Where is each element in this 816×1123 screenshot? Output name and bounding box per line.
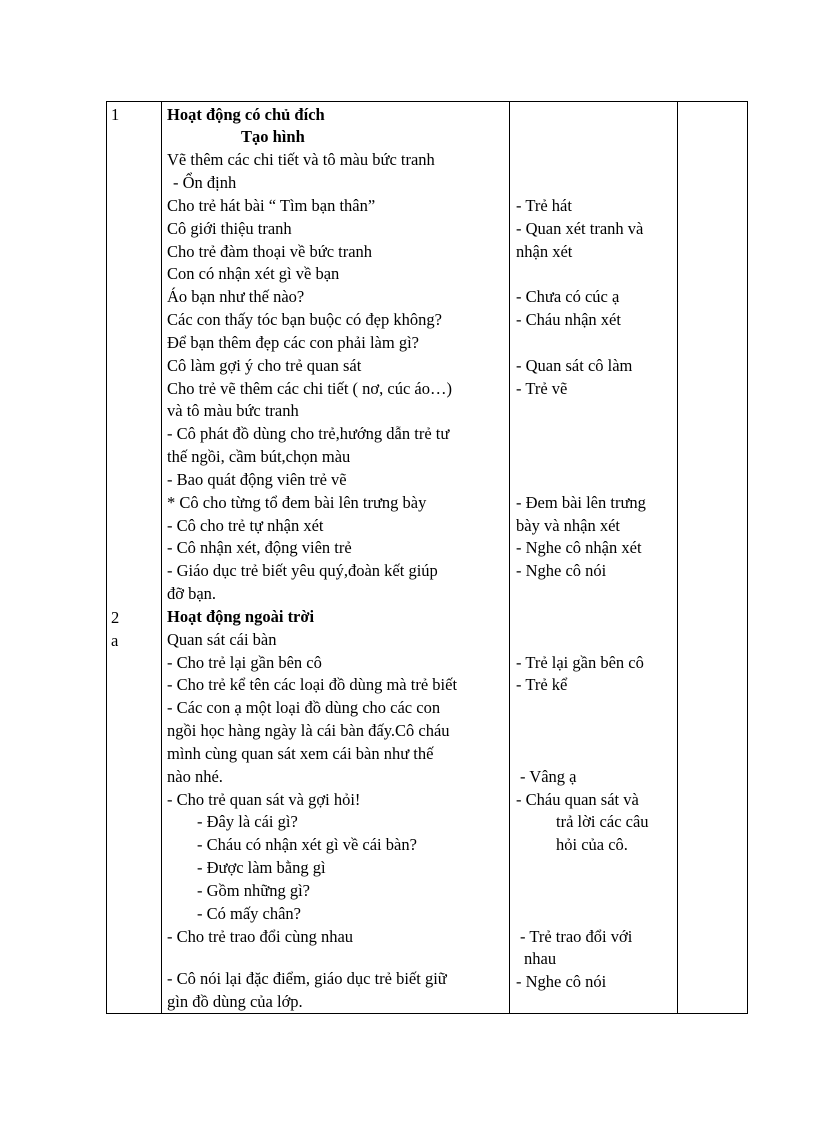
response-line: - Cháu quan sát và	[516, 790, 639, 809]
response-line: nhận xét	[516, 242, 573, 261]
text-line: Cho trẻ đàm thoại về bức tranh	[167, 242, 373, 261]
heading-outdoor: Hoạt động ngoài trời	[167, 607, 315, 626]
text-line: Quan sát cái bàn	[167, 630, 277, 649]
question-line: - Cháu có nhận xét gì về cái bàn?	[197, 835, 417, 854]
response-line: - Trẻ trao đổi với	[520, 927, 633, 946]
text-line: - Bao quát động viên trẻ vẽ	[167, 470, 347, 489]
text-line: Áo bạn như thế nào?	[167, 287, 305, 306]
activity-column	[167, 102, 507, 1013]
text-line: gìn đồ dùng của lớp.	[167, 992, 303, 1011]
text-line: * Cô cho từng tổ đem bài lên trưng bày	[167, 493, 427, 512]
text-line: - Các con ạ một loại đồ dùng cho các con	[167, 698, 441, 717]
text-line: ngồi học hàng ngày là cái bàn đấy.Cô cháu	[167, 721, 450, 740]
text-line: Các con thấy tóc bạn buộc có đẹp không?	[167, 310, 442, 329]
column-divider	[677, 102, 678, 1013]
text-line: - Ổn định	[173, 173, 237, 192]
lesson-table	[106, 101, 748, 1014]
text-line: - Cho trẻ trao đổi cùng nhau	[167, 927, 354, 946]
response-line: - Chưa có cúc ạ	[516, 287, 620, 306]
column-divider	[161, 102, 162, 1013]
text-line: - Cô nhận xét, động viên trẻ	[167, 538, 352, 557]
text-line: - Cô phát đồ dùng cho trẻ,hướng dẫn trẻ tư	[167, 424, 450, 443]
response-line: - Nghe cô nhận xét	[516, 538, 642, 557]
response-line: - Đem bài lên trưng	[516, 493, 646, 512]
text-line: thế ngồi, cầm bút,chọn màu	[167, 447, 351, 466]
response-line: bày và nhận xét	[516, 516, 621, 535]
text-line: - Cho trẻ quan sát và gợi hỏi!	[167, 790, 361, 809]
text-line: - Cho trẻ kể tên các loại đồ dùng mà trẻ biết	[167, 675, 458, 694]
child-activity-column	[516, 102, 676, 1013]
number-column	[111, 102, 161, 1013]
response-line: trả lời các câu	[556, 812, 649, 831]
text-line: Cô giới thiệu tranh	[167, 219, 292, 238]
text-line: và tô màu bức tranh	[167, 401, 299, 420]
text-line: - Cô cho trẻ tự nhận xét	[167, 516, 324, 535]
response-line: - Trẻ vẽ	[516, 379, 568, 398]
subheading: Tạo hình	[241, 127, 305, 146]
text-line: - Cô nói lại đặc điểm, giáo dục trẻ biết giữ	[167, 969, 447, 988]
text-line: Vẽ thêm các chi tiết và tô màu bức tranh	[167, 150, 435, 169]
section-number: 1	[111, 105, 120, 124]
text-line: - Giáo dục trẻ biết yêu quý,đoàn kết giúp	[167, 561, 438, 580]
text-line: Cô làm gợi ý cho trẻ quan sát	[167, 356, 362, 375]
response-line: nhau	[524, 949, 557, 968]
response-line: - Trẻ lại gần bên cô	[516, 653, 644, 672]
response-line: hỏi của cô.	[556, 835, 628, 854]
heading-activity: Hoạt động có chủ đích	[167, 105, 325, 124]
response-line: - Cháu nhận xét	[516, 310, 621, 329]
text-line: - Cho trẻ lại gần bên cô	[167, 653, 322, 672]
response-line: - Vâng ạ	[520, 767, 577, 786]
text-line: Cho trẻ vẽ thêm các chi tiết ( nơ, cúc áo…)	[167, 379, 452, 398]
question-line: - Được làm bằng gì	[197, 858, 326, 877]
response-line: - Nghe cô nói	[516, 972, 607, 991]
section-letter: a	[111, 631, 119, 650]
response-line: - Nghe cô nói	[516, 561, 607, 580]
question-line: - Gồm những gì?	[197, 881, 310, 900]
section-number: 2	[111, 608, 120, 627]
response-line: - Trẻ hát	[516, 196, 572, 215]
response-line: - Quan xét tranh và	[516, 219, 644, 238]
response-line: - Quan sát cô làm	[516, 356, 633, 375]
response-line: - Trẻ kể	[516, 675, 568, 694]
text-line: Con có nhận xét gì về bạn	[167, 264, 340, 283]
text-line: mình cùng quan sát xem cái bàn như thế	[167, 744, 434, 763]
question-line: - Đây là cái gì?	[197, 812, 298, 831]
text-line: nào nhé.	[167, 767, 223, 786]
text-line: Cho trẻ hát bài “ Tìm bạn thân”	[167, 196, 376, 215]
text-line: Để bạn thêm đẹp các con phải làm gì?	[167, 333, 419, 352]
column-divider	[509, 102, 510, 1013]
text-line: đỡ bạn.	[167, 584, 217, 603]
question-line: - Có mấy chân?	[197, 904, 302, 923]
